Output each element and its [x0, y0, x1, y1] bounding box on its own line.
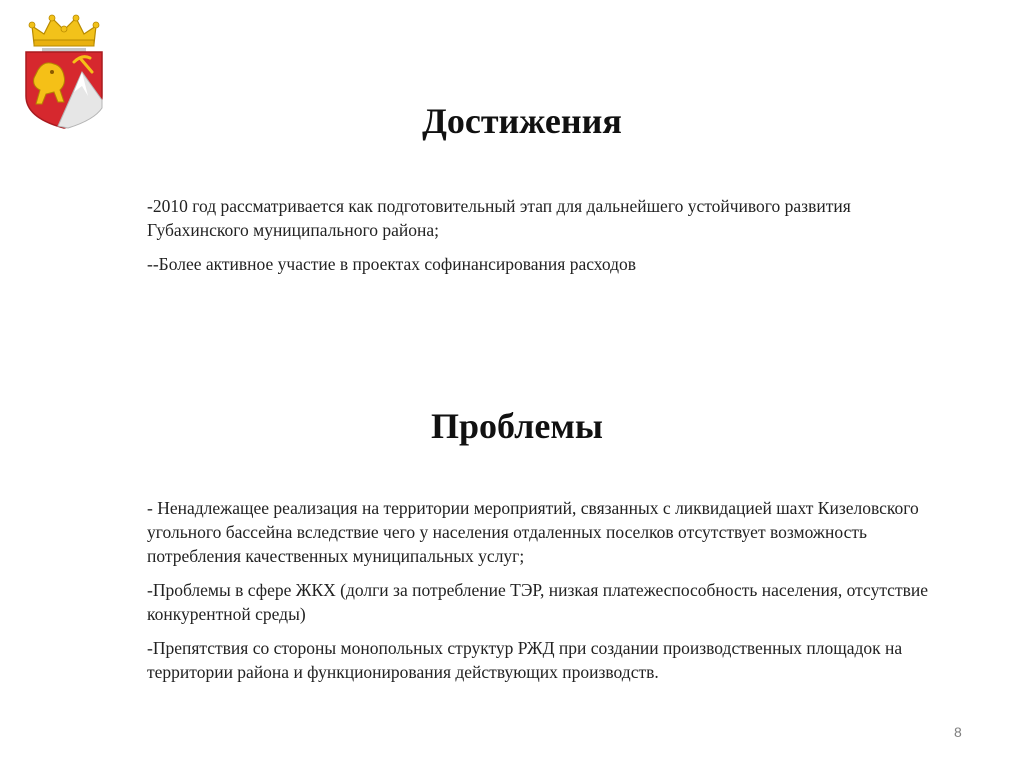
problem-item: - Ненадлежащее реализация на территории мероприятий, связанных с ликвидацией шахт Кизеловского угольного бассейна вследствие чего у населения отдаленных поселков отсутствует возможность потребления качественных муниципальных услуг; [147, 498, 919, 566]
achievements-title: Достижения [422, 101, 622, 141]
problem-item: -Проблемы в сфере ЖКХ (долги за потребление ТЭР, низкая платежеспособность населения, отсутствие конкурентной среды) [147, 580, 928, 624]
achievement-item: --Более активное участие в проектах софинансирования расходов [147, 254, 637, 274]
problem-item: -Препятствия со стороны монопольных структур РЖД при создании производственных площадок на территории района и функционирования действующих производств. [147, 638, 903, 682]
problems-title: Проблемы [431, 406, 603, 446]
achievements-list [147, 194, 937, 286]
achievement-item: -2010 год рассматривается как подготовительный этап для дальнейшего устойчивого развития Губахинского муниципального района; [147, 196, 851, 240]
page-number: 8 [954, 724, 962, 740]
crown-icon [29, 15, 99, 52]
problems-list [147, 496, 937, 694]
